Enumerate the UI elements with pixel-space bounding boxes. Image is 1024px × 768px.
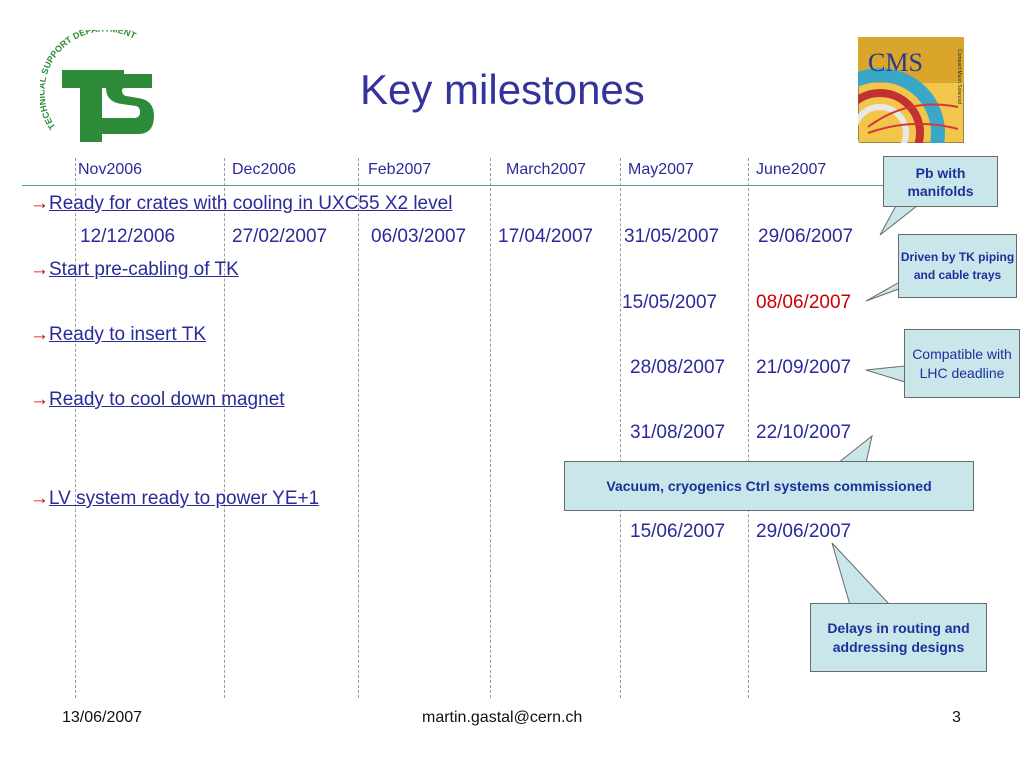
- milestone-1-date-6: 29/06/2007: [758, 226, 854, 247]
- month-header-6: June2007: [756, 161, 827, 178]
- month-header-2: Dec2006: [232, 161, 297, 178]
- callout-pb-with-manifolds: Pb with manifolds: [883, 156, 998, 207]
- milestone-5-date-1: 15/06/2007: [630, 521, 726, 542]
- month-header-5: May2007: [628, 161, 694, 178]
- arrow-right-icon: →: [30, 259, 49, 280]
- callout-tail-delays: [832, 543, 890, 605]
- milestone-1-date-3: 06/03/2007: [371, 226, 467, 247]
- milestone-3-date-1: 28/08/2007: [630, 357, 726, 378]
- callout-tail-vacuum: [838, 436, 872, 463]
- milestone-2-date-1: 15/05/2007: [622, 292, 718, 313]
- callout-tail-compatible: [866, 366, 905, 382]
- arrow-right-icon: →: [30, 193, 49, 214]
- footer-page-number: 3: [952, 709, 961, 726]
- milestone-2-label[interactable]: Start pre-cabling of TK: [49, 259, 239, 280]
- milestone-2-date-2: 08/06/2007: [756, 292, 852, 313]
- arrow-right-icon: →: [30, 389, 49, 410]
- month-header-1: Nov2006: [78, 161, 143, 178]
- milestone-4-label[interactable]: Ready to cool down magnet: [49, 389, 285, 410]
- callout-driven-by-tk: Driven by TK piping and cable trays: [898, 234, 1017, 298]
- footer-date: 13/06/2007: [62, 709, 143, 726]
- callout-delays-routing: Delays in routing and addressing designs: [810, 603, 987, 672]
- milestone-4-date-2: 22/10/2007: [756, 422, 852, 443]
- svg-text:TECHNICAL SUPPORT DEPARTMENT: TEC SUPPORT DEP ENT: [40, 30, 138, 132]
- milestone-5-label[interactable]: LV system ready to power YE+1: [49, 488, 320, 509]
- milestone-1-date-4: 17/04/2007: [498, 226, 594, 247]
- month-header-3: Feb2007: [368, 161, 432, 178]
- arrow-right-icon: →: [30, 324, 49, 345]
- footer-email: martin.gastal@cern.ch: [422, 709, 583, 726]
- page-title: Key milestones: [360, 66, 645, 113]
- milestone-3-date-2: 21/09/2007: [756, 357, 852, 378]
- milestone-1-date-5: 31/05/2007: [624, 226, 720, 247]
- milestone-3-label[interactable]: Ready to insert TK: [49, 324, 207, 345]
- milestone-4-date-1: 31/08/2007: [630, 422, 726, 443]
- milestone-1-label[interactable]: Ready for crates with cooling in UXC55 X2 level: [49, 193, 453, 214]
- month-header-4: March2007: [506, 161, 587, 178]
- arrow-right-icon: →: [30, 488, 49, 509]
- milestone-1-date-1: 12/12/2006: [80, 226, 176, 247]
- milestone-5-date-2: 29/06/2007: [756, 521, 852, 542]
- callout-compatible-lhc: Compatible with LHC deadline: [904, 329, 1020, 398]
- callout-vacuum-cryogenics: Vacuum, cryogenics Ctrl systems commissioned: [564, 461, 974, 511]
- svg-text:Compact Muon Solenoid: Compact Muon Solenoid: [956, 49, 962, 104]
- svg-text:CMS: CMS: [868, 48, 923, 77]
- milestone-1-date-2: 27/02/2007: [232, 226, 328, 247]
